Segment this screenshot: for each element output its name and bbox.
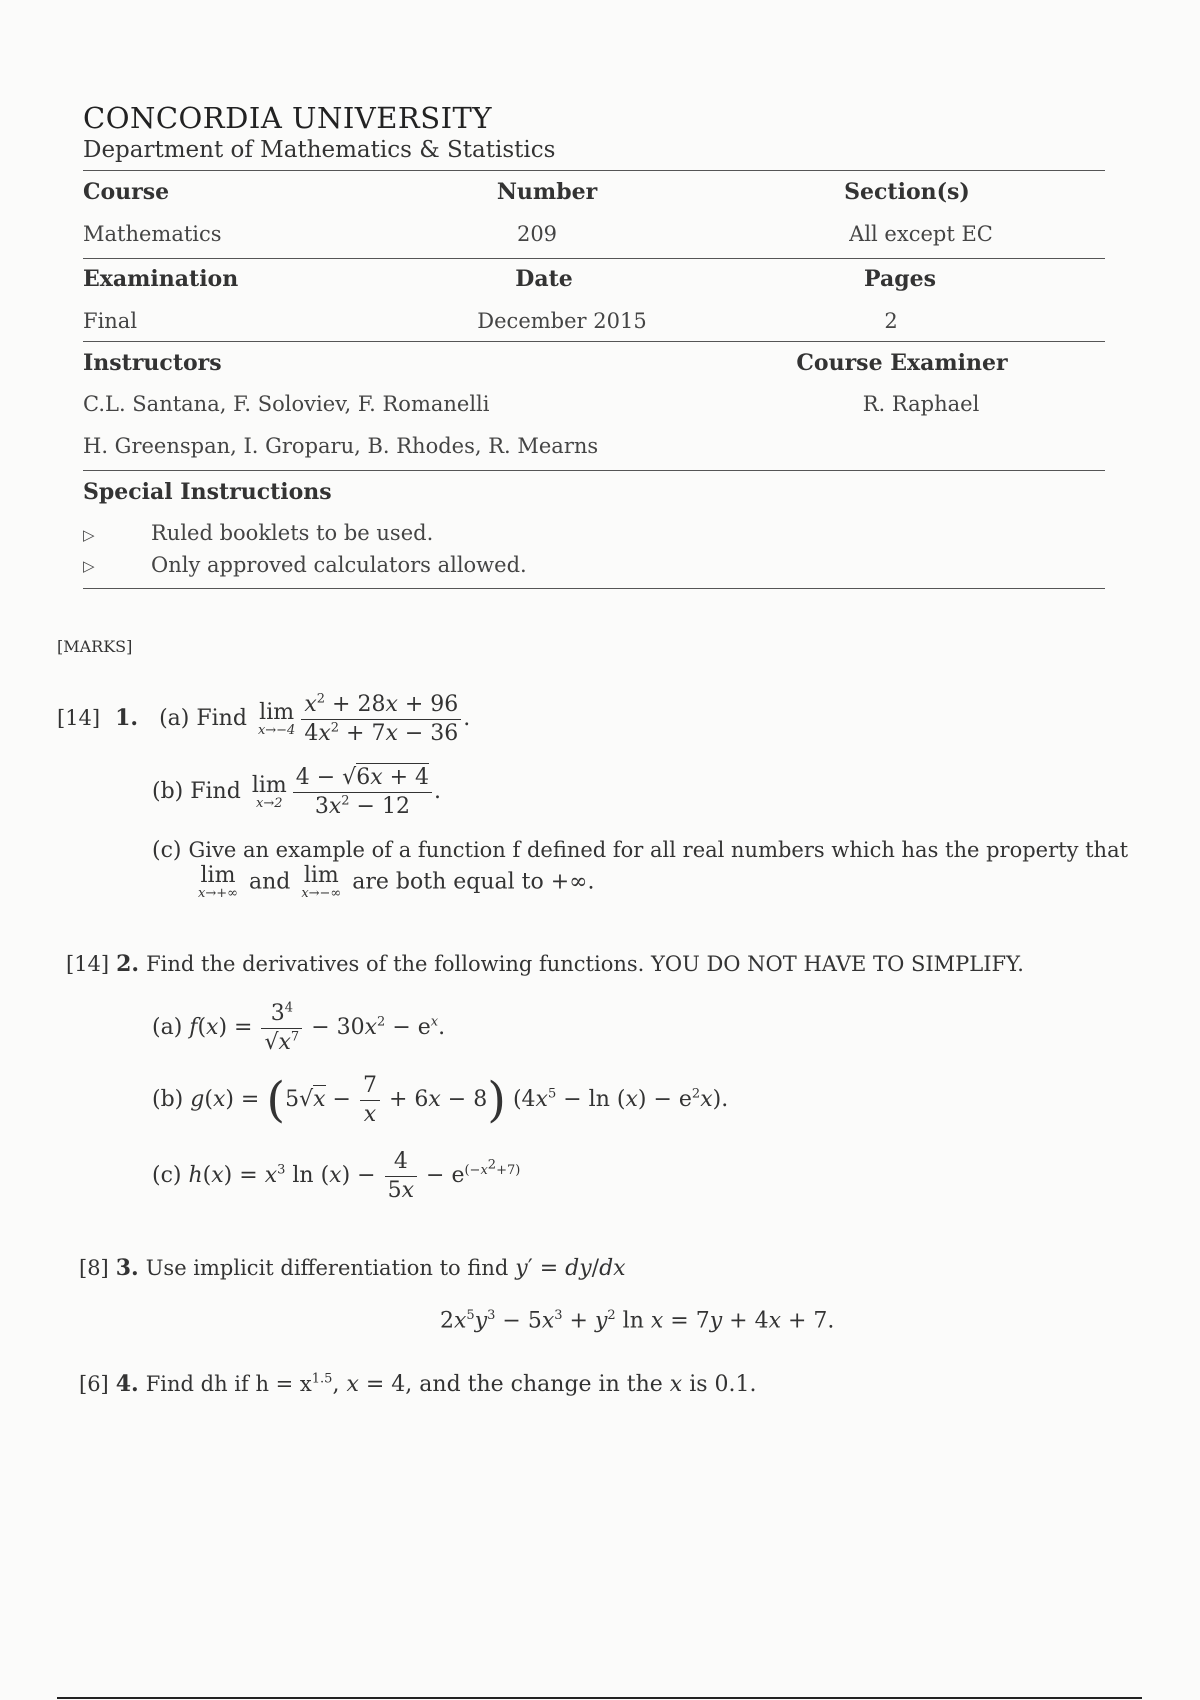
marks-heading: [MARKS] [57,637,133,656]
question-number: 1. [115,705,139,731]
question-text: Use implicit differentiation to find [145,1256,509,1280]
sections-value: All except EC [849,222,993,246]
divider [83,341,1105,342]
question-2a: (a) f(x) = $\frac{3^4}{√x^7}$ − $30x^2 - e^x$. [152,1000,446,1055]
question-2b: (b) g(x) = (5√x − $\frac{7}{x}$ + 6x − 8) $(4x^5 - \ln (x) - e^2x)$. [152,1072,729,1128]
question-text: Give an example of a function f defined for all real numbers which has the property that [188,838,1129,862]
question-text: Find [196,706,247,731]
course-value: Mathematics [83,222,222,246]
question-1: [14] 1. (a) Find lim x→−4 $\frac{x^2 + 28x + 96}{4x^2 + 7x - 36}$ . [57,691,471,746]
question-number: 2. [116,951,140,977]
course-label: Course [83,179,170,205]
question-3: [8] 3. Use implicit differentiation to find y′ = dy/dx [79,1255,626,1281]
bottom-divider [57,1697,1142,1699]
question-text: Find the derivatives of the following functions. YOU DO NOT HAVE TO SIMPLIFY. [146,952,1024,976]
department-name: Department of Mathematics & Statistics [83,137,556,163]
special-instructions-heading: Special Instructions [83,479,332,505]
question-text: Find [190,779,241,804]
date-label: Date [515,266,573,292]
question-2 [66,951,1024,977]
exam-label: Examination [83,266,239,292]
question-marks: [14] [66,952,110,976]
question-number: 4. [115,1371,139,1397]
examiner-value: R. Raphael [862,392,980,416]
question-text: are both equal to +∞. [352,869,595,895]
question-text: Find dh if h = x [145,1372,312,1396]
instructors-line-1: C.L. Santana, F. Soloviev, F. Romanelli [83,392,490,416]
question-2c: (c) $h(x) = x^3$ ln (x) − $\frac{4}{5x}$ − $e^{(-x^2+7)}$ [152,1149,521,1203]
sections-label: Section(s) [844,179,970,205]
question-1c: (c) Give an example of a function f defined for all real numbers which has the property that lim x→+∞ and lim x→−∞ are both equal to +∞. [152,838,1129,901]
instruction-item: Ruled booklets to be used. [151,521,434,545]
pages-label: Pages [864,266,936,292]
question-marks: [8] [79,1256,109,1280]
divider [83,258,1105,259]
examiner-label: Course Examiner [796,350,1008,376]
question-number: 3. [115,1255,139,1281]
instruction-item: Only approved calculators allowed. [151,553,527,577]
number-value: 209 [516,222,558,246]
question-3-equation: $2x^5y^3 - 5x^3 + y^2$ ln x = 7y + 4x + 7. [440,1308,835,1334]
question-4: [6] 4. Find dh if $h = x^{1.5}$, x = 4, and the change in the x is 0.1. [79,1371,757,1397]
divider [83,588,1105,589]
question-marks: [14] [57,706,101,730]
bullet-icon: ▷ [83,526,95,544]
divider [83,470,1105,471]
exam-value: Final [83,309,138,333]
question-marks: [6] [79,1372,109,1396]
university-title: CONCORDIA UNIVERSITY [83,101,493,135]
pages-value: 2 [884,309,898,333]
bullet-icon: ▷ [83,557,95,575]
divider [83,170,1105,171]
instructors-label: Instructors [83,350,222,376]
date-value: December 2015 [477,309,647,333]
number-label: Number [496,179,598,205]
question-1b: (b) Find lim x→2 $\frac{4 - √6x + 4}{3x^2 - 12}$ . [152,765,442,819]
instructors-line-2: H. Greenspan, I. Groparu, B. Rhodes, R. Mearns [83,434,599,458]
